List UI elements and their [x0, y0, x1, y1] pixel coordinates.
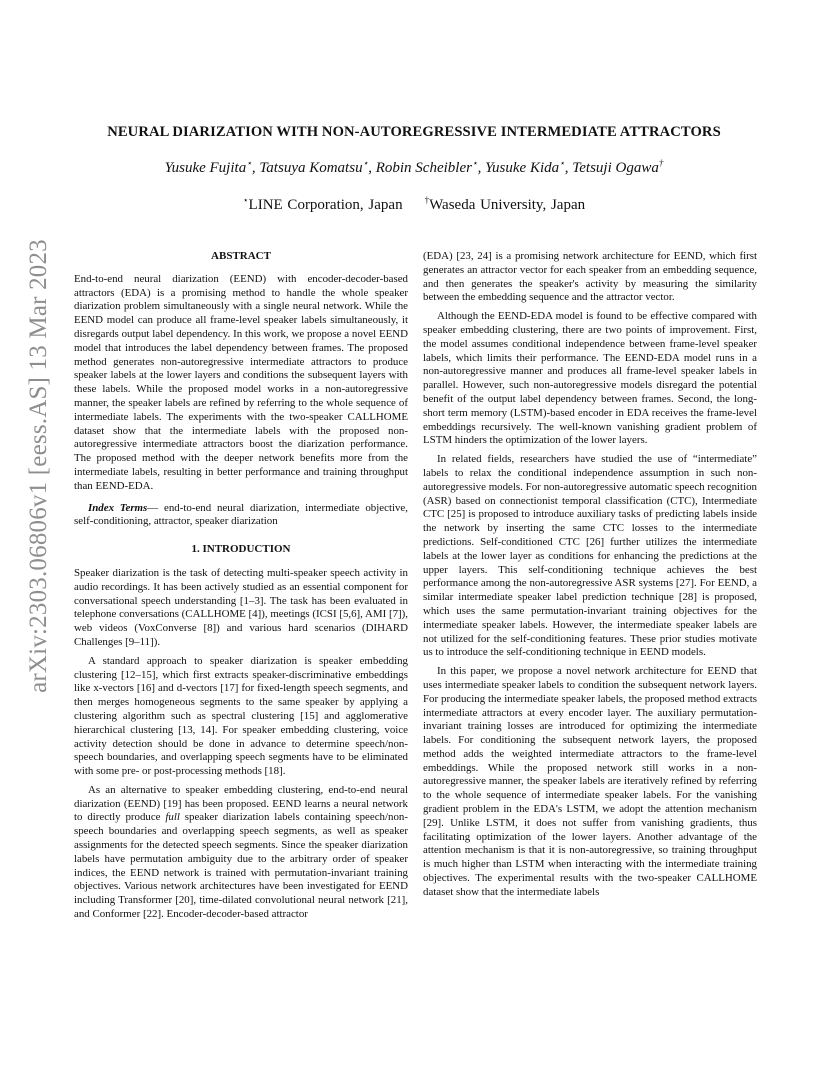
body-paragraph: A standard approach to speaker diarization is speaker embedding clustering [12–15], which first extracts speaker-discriminative embeddings like x-vectors [16] and d-vectors [17] for fixed-length speech segments, and then merges homogeneous segments to the same speaker by applying a clustering algorithm such as spectral clustering [15] and agglomerative hierarchical clustering [13, 14]. For speaker embedding clustering, voice activity detection should be done in advance to determine speech/non-speech boundaries, and overlapping speech segments have to be eliminated with some pre- or post-processing methods [18]. [74, 654, 408, 778]
body-paragraph [74, 784, 408, 922]
author-separator: , [477, 160, 486, 176]
author-separator: , [368, 160, 376, 176]
body-paragraph: In related fields, researchers have studied the use of “intermediate” labels to relax the conditional independence assumption in such non-autoregressive models. For non-autoregressive automatic speech recognition (ASR) based on connectionist temporal classification (CTC), Intermediate CTC [25] is proposed to introduce auxiliary tasks of predicting labels inside the network by inserting the same CTC losses to the intermediate predictions. Self-conditioned CTC [26] further utilizes the intermediate labels at the lower layer as conditions for enhancing the predictions at the upper layers. This self-conditioning technique achieves the best performance among the non-autoregressive ASR systems [27]. For EEND, a similar intermediate speaker label prediction technique [28] is proposed, which uses the same permutation-invariant training objectives for the intermediate speaker labels. However, the intermediate speaker labels are not utilized for the self-conditioning features. These prior studies motivate us to introduce the self-conditioning technique in EEND models. [423, 453, 757, 659]
author-name: Tetsuji Ogawa [572, 160, 659, 176]
index-terms-text: end-to-end neural diarization, intermediate objective, self-conditioning, attractor, speaker diarization [74, 501, 408, 528]
index-terms-dash: — [147, 501, 164, 514]
affiliation-mark: ⋆ [559, 158, 565, 168]
paragraph-text: speaker diarization labels containing speech/non-speech boundaries and overlapping speech segments, as well as speaker assignments for the detected speech segments. Since the speaker diarization labels have permutation ambiguity due to the arbitrary order of speaker indices, the EEND network is trained with permutation-invariant training objectives. Various network architectures have been investigated for EEND including Transformer [20], time-dilated convolutional neural network [21], and Conformer [22]. Encoder-decoder-based attractor [74, 811, 408, 921]
index-terms [74, 502, 408, 530]
left-column [74, 250, 408, 922]
author-name: Yusuke Fujita [164, 160, 247, 176]
affiliation-mark: † [658, 158, 664, 168]
right-column [423, 250, 757, 900]
affiliation-mark: ⋆ [471, 158, 478, 168]
affiliation-mark: ⋆ [362, 158, 369, 168]
affiliation-line: LINE Corporation, Japan [248, 197, 403, 213]
body-paragraph: In this paper, we propose a novel network architecture for EEND that uses intermediate speaker labels to condition the subsequent network layers. For producing the intermediate speaker labels, the proposed method extracts intermediate attractors at every encoder layer. The auxiliary permutation-invariant training losses are introduced for optimizing the intermediate labels. For conditioning the subsequent network layers, the proposed method adds the weighted intermediate attractors to the frame-level embeddings. While the proposed network still works in a non-autoregressive manner, the speaker labels are iteratively refined by referring to the whole sequence of intermediate speaker labels. For the vanishing gradient problem in the EDA's LSTM, we adopt the attention mechanism [29]. Unlike LSTM, it does not suffer from vanishing gradients, thus facilitating optimization of the lower layers. Another advantage of the attention mechanism is that it is non-autoregressive, so training throughput is much higher than LSTM when interacting with the intermediate training objectives. The experimental results with the two-speaker CALLHOME dataset show that the intermediate labels [423, 665, 757, 898]
body-paragraph: Although the EEND-EDA model is found to be effective compared with speaker embedding clustering, there are two points of improvement. First, the model assumes conditional independence between frame-level speaker labels, which limits their performance. The EEND-EDA model runs in a non-autoregressive manner and produces all frame-level speaker labels in parallel. However, such non-autoregressive models disregard the potential benefit of the output label dependency between frames. Second, the long-short term memory (LSTM)-based encoder in EDA receives the frame-level embeddings recursively. The well-known vanishing gradient problem of LSTM hinders the optimization of the lower layers. [423, 310, 757, 447]
author-list [70, 160, 758, 177]
arxiv-stamp-text: arXiv:2303.06806v1 [eess.AS] 13 Mar 2023 [24, 239, 52, 693]
abstract-text: End-to-end neural diarization (EEND) with encoder-decoder-based attractors (EDA) is a promising method to handle the whole speaker diarization problem simultaneously with a single neural network. While the EEND model can produce all frame-level speaker labels simultaneously, it disregards output label dependency. In this work, we propose a novel EEND model that introduces the label dependency between frames. The proposed method generates non-autoregressive intermediate attractors to produce speaker labels at the lower layers and conditions the subsequent layers with these labels. While the proposed model works in a non-autoregressive manner, the speaker labels are refined by referring to the whole sequence of intermediate labels. The experiments with the two-speaker CALLHOME dataset show that the intermediate labels with the proposed non-autoregressive intermediate attractors boost the diarization performance. The proposed method with the deeper network benefits more from the intermediate labels, resulting in better performance and training throughput than EEND-EDA. [74, 272, 408, 492]
arxiv-stamp [24, 239, 52, 693]
affiliation-mark: ⋆ [242, 195, 249, 205]
author-name: Tatsuya Komatsu [259, 160, 363, 176]
section-heading: 1. INTRODUCTION [191, 543, 291, 556]
paragraph-text: As an alternative to speaker embedding clustering, end-to-end neural diarization (EEND) [19] has been proposed. EEND learns a neural network to directly produce [74, 783, 408, 824]
affiliation-line: Waseda University, Japan [429, 197, 586, 213]
author-separator: , [251, 160, 260, 176]
author-name: Robin Scheibler [375, 160, 472, 176]
affiliations [70, 197, 758, 214]
body-paragraph: Speaker diarization is the task of detecting multi-speaker speech activity in audio recordings. It has been actively studied as an essential component for conversational speech understanding [1–3]. The task has been evaluated in telephone conversations (CALLHOME [4]), meetings (ICSI [5,6], AMI [7]), web videos (VoxConverse [8]) and various hard scenarios (DIHARD Challenges [9–11]). [74, 566, 408, 648]
index-terms-label: Index Terms [88, 501, 148, 514]
paper-title: NEURAL DIARIZATION WITH NON-AUTOREGRESSIVE INTERMEDIATE ATTRACTORS [107, 124, 721, 140]
abstract-heading: ABSTRACT [211, 250, 271, 262]
affiliation-mark: ⋆ [246, 158, 252, 168]
body-paragraph: (EDA) [23, 24] is a promising network architecture for EEND, which first generates an attractor vector for each speaker from an embedding sequence, and then generates the speaker's activity by measuring the similarity between the embedding sequence and the attractor vector. [423, 250, 757, 304]
affiliation-mark: † [424, 195, 430, 205]
author-separator: , [564, 160, 573, 176]
emphasis-text: full [165, 811, 180, 824]
author-name: Yusuke Kida [485, 160, 560, 176]
